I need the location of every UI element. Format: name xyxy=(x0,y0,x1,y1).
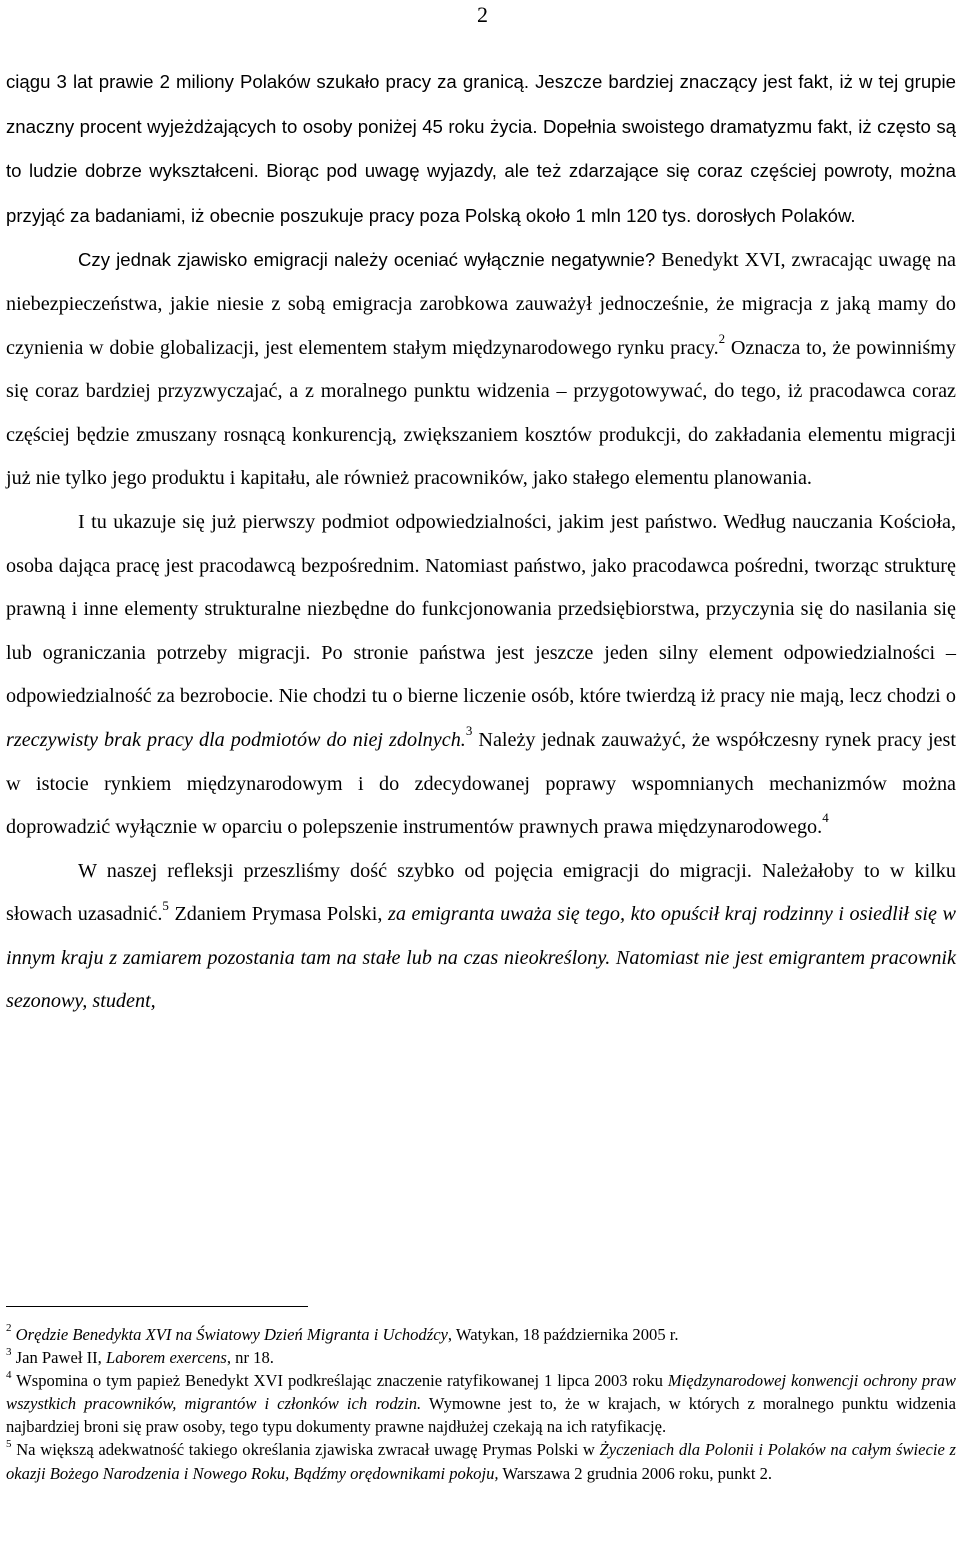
footnote-5-text-b: Warszawa 2 grudnia 2006 roku, punkt 2. xyxy=(498,1463,773,1483)
footnote-3-title: Laborem exercens xyxy=(105,1348,227,1368)
footnote-4-title: Międzynarodowej konwencji ochrony praw wszystkich pracowników, migrantów i członków ich rodzin. xyxy=(6,1371,957,1414)
paragraph-1-text: ciągu 3 lat prawie 2 miliony Polaków szukało pracy za granicą. Jeszcze bardziej znaczący jest fakt, iż w tej grupie znaczny procent wyjeżdżających to osoby poniżej 45 roku życia. Dopełnia swoistego dramatyzmu fakt, iż często są to ludzie dobrze wykształceni. Biorąc pod uwagę wyjazdy, ale też zdarzające się coraz częściej powroty, można przyjąć za badaniami, iż obecnie poszukuje pracy poza Polską około 1 mln 120 tys. dorosłych Polaków. xyxy=(6,71,956,226)
footnote-4-text-a: Wspomina o tym papież Benedykt XVI podkreślając znaczenie ratyfikowanej 1 lipca 2003 roku xyxy=(11,1371,668,1391)
footnote-5-title: Życzeniach dla Polonii i Polaków na całym świecie z okazji Bożego Narodzenia i Nowego Roku, Bądźmy orędownikami pokoju, xyxy=(6,1440,956,1483)
footnote-separator xyxy=(6,1306,308,1307)
footnote-2-title: Orędzie Benedykta XVI na Światowy Dzień Migranta i Uchodźcy xyxy=(15,1325,448,1344)
paragraph-2-text-a: Benedykt XVI, zwracając uwagę na niebezpieczeństwa, jakie niesie z sobą emigracja zarobkowa zauważył jednocześnie, że migracja z jaką mamy do czynienia w dobie globalizacji, jest elementem stałym międzynarodowego rynku pracy. xyxy=(6,249,956,359)
paragraph-4-italic: za emigranta uważa się tego, kto opuścił kraj rodzinny i osiedlił się w innym kraju z zamiarem pozostania tam na stałe lub na czas nieokreślony. Natomiast nie jest emigrantem pracownik sezonowy, student, xyxy=(6,903,957,1013)
footnote-2-number: 2 xyxy=(6,1322,12,1335)
footnote-5 xyxy=(6,1438,956,1484)
body-text xyxy=(6,60,956,1024)
footnote-3-number: 3 xyxy=(6,1345,12,1358)
paragraph-4-text-b: Zdaniem Prymasa Polski, xyxy=(168,903,388,926)
paragraph-3-italic: rzeczywisty brak pracy dla podmiotów do niej zdolnych. xyxy=(6,728,466,751)
footnote-ref-5[interactable]: 5 xyxy=(162,897,169,913)
footnote-ref-3[interactable]: 3 xyxy=(465,723,473,739)
footnote-2 xyxy=(6,1323,956,1346)
footnotes xyxy=(6,1323,956,1485)
paragraph-4 xyxy=(6,850,956,1024)
page-number: 2 xyxy=(477,2,488,27)
paragraph-3 xyxy=(6,501,956,850)
paragraph-3-text-b: Należy jednak zauważyć, że współczesny rynek pracy jest w istocie rynkiem międzynarodowym i do zdecydowanej poprawy wspomnianych mechanizmów można doprowadzić wyłącznie w oparciu o polepszenie instrumentów prawnych prawa międzynarodowego. xyxy=(6,728,956,839)
footnote-ref-4[interactable]: 4 xyxy=(822,810,829,826)
footnote-2-text: , Watykan, 18 października 2005 r. xyxy=(447,1325,679,1344)
footnote-4 xyxy=(6,1369,956,1438)
footnote-ref-2[interactable]: 2 xyxy=(718,330,726,346)
paragraph-2-text-b: Oznacza to, że powinniśmy się coraz bardziej przyzwyczajać, a z moralnego punktu widzenia – przygotowywać, do tego, iż pracodawca coraz częściej będzie zmuszany rosnącą konkurencją, zwiększaniem kosztów produkcji, do zakładania elementu migracji już nie tylko jego produktu i kapitału, ale również pracowników, jako stałego elementu planowania. xyxy=(6,336,956,490)
paragraph-2-question: Czy jednak zjawisko emigracji należy oceniać wyłącznie negatywnie? xyxy=(78,249,656,271)
paragraph-4-text-a: W naszej refleksji przeszliśmy dość szybko od pojęcia emigracji do migracji. Należałoby to w kilku słowach uzasadnić. xyxy=(6,859,956,926)
paragraph-1 xyxy=(6,60,956,238)
footnote-4-text-b: Wymowne jest to, że w krajach, w których z moralnego punktu widzenia najbardziej broni się praw osoby, tego typu dokumenty prawne najdłużej czekają na ich ratyfikację. xyxy=(6,1394,956,1437)
footnote-4-number: 4 xyxy=(6,1368,12,1381)
footnote-5-text-a: Na większą adekwatność takiego określania zjawiska zwracał uwagę Prymas Polski w xyxy=(11,1440,600,1460)
footnote-3-text-a: Jan Paweł II, xyxy=(15,1348,106,1368)
paragraph-2 xyxy=(6,238,956,501)
paragraph-3-text-a: I tu ukazuje się już pierwszy podmiot odpowiedzialności, jakim jest państwo. Według nauczania Kościoła, osoba dająca pracę jest pracodawcą bezpośrednim. Natomiast państwo, jako pracodawca pośredni, tworząc strukturę prawną i inne elementy strukturalne niezbędne do funkcjonowania przedsiębiorstwa, przyczynia się do nasilania się lub ograniczania potrzeby migracji. Po stronie państwa jest jeszcze jeden silny element odpowiedzialności – odpowiedzialność za bezrobocie. Nie chodzi tu o bierne liczenie osób, które twierdzą iż pracy nie mają, lecz chodzi o xyxy=(6,510,956,708)
footnote-3 xyxy=(6,1346,956,1369)
footnote-3-text-b: , nr 18. xyxy=(226,1348,274,1368)
footnote-5-number: 5 xyxy=(6,1437,12,1450)
